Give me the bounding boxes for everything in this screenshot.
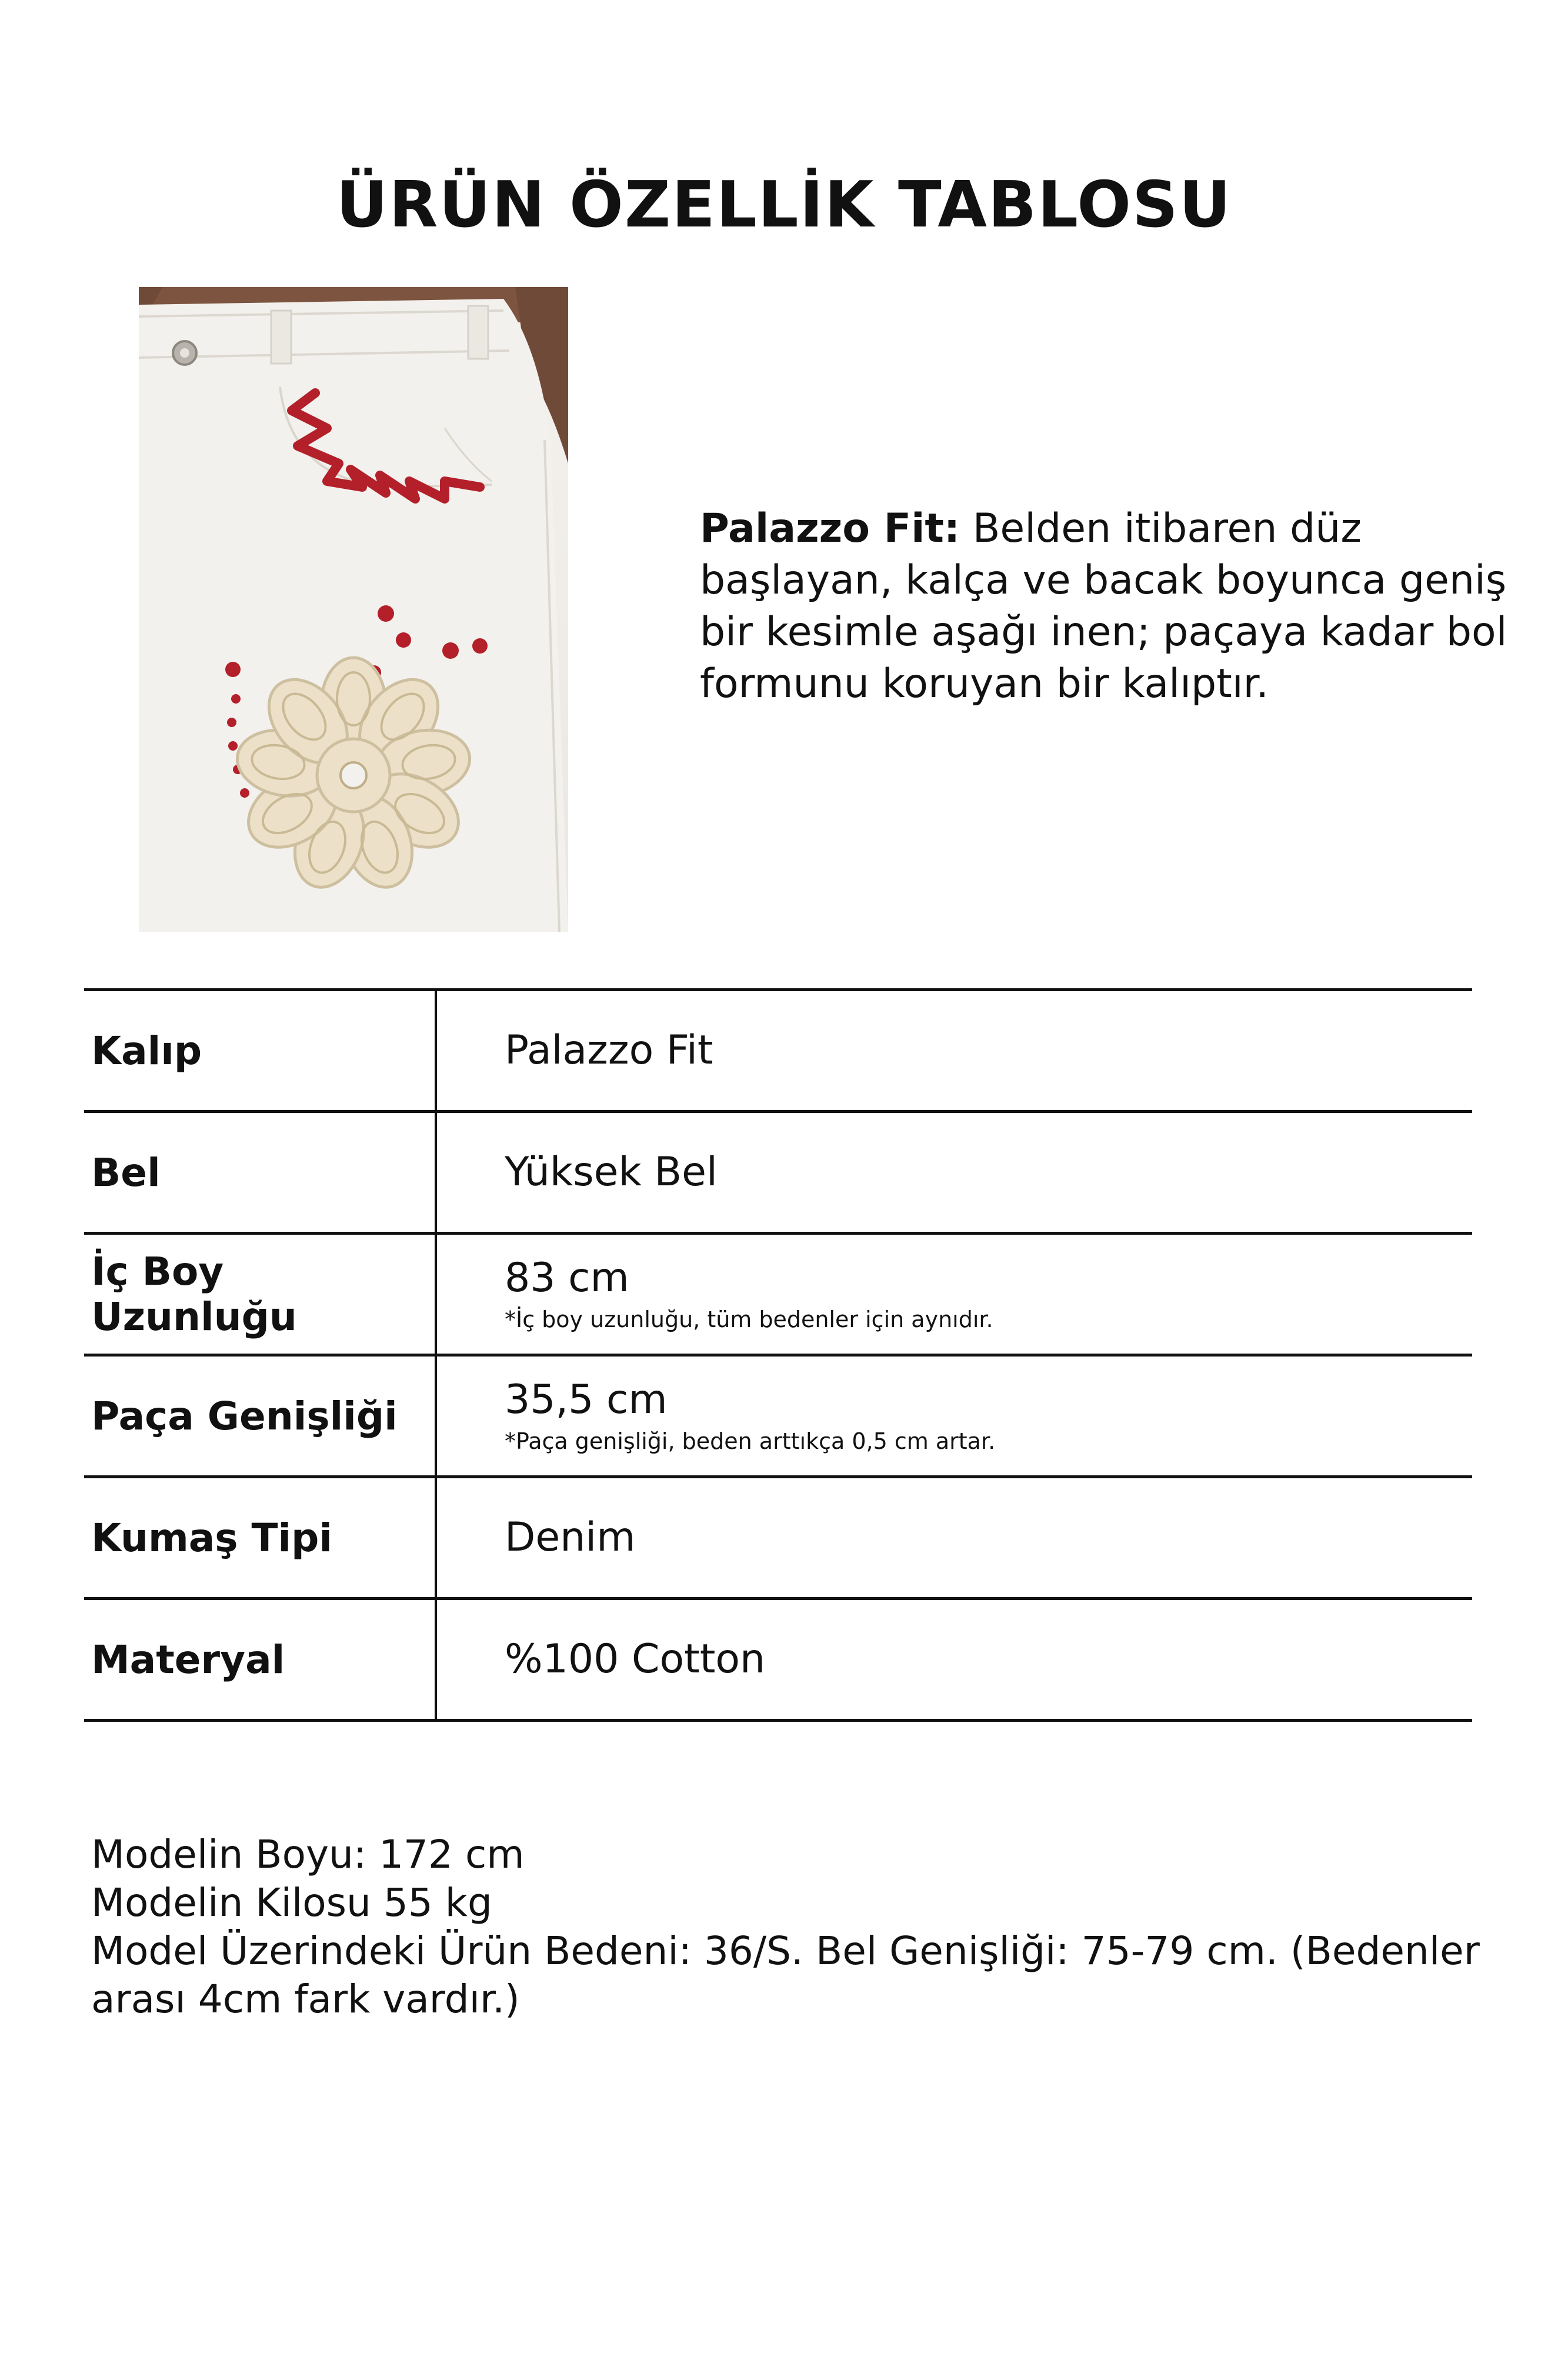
spec-label: İç Boy Uzunluğu — [84, 1235, 437, 1354]
spec-row-ic-boy — [84, 1235, 1472, 1357]
spec-value: Yüksek Bel — [505, 1149, 718, 1195]
model-info — [91, 1831, 1514, 2024]
spec-note: *İç boy uzunluğu, tüm bedenler için aynıdır. — [505, 1307, 993, 1332]
spec-row-kalip — [84, 991, 1472, 1113]
spec-label: Kumaş Tipi — [84, 1478, 437, 1597]
spec-note: *Paça genişliği, beden arttıkça 0,5 cm artar. — [505, 1428, 996, 1454]
product-photo — [139, 287, 568, 932]
spec-value: 83 cm — [505, 1255, 629, 1301]
spec-value: Denim — [505, 1514, 636, 1561]
spec-value-cell — [437, 1235, 1472, 1354]
fit-description — [700, 503, 1535, 710]
page-title: ÜRÜN ÖZELLİK TABLOSU — [336, 168, 1232, 242]
spec-row-materyal — [84, 1600, 1472, 1722]
model-height: Modelin Boyu: 172 cm — [91, 1832, 525, 1877]
spec-label: Kalıp — [84, 991, 437, 1110]
spec-value-cell — [437, 1113, 1472, 1232]
spec-row-paca — [84, 1357, 1472, 1478]
spec-value-cell — [437, 1600, 1472, 1719]
spec-value: %100 Cotton — [505, 1636, 766, 1682]
spec-label: Paça Genişliği — [84, 1357, 437, 1475]
fit-description-text: Belden itibaren düz başlayan, kalça ve bacak boyunca geniş bir kesimle aşağı inen; paçaya kadar bol formunu koruyan bir kalıptır. — [700, 505, 1507, 707]
spec-label: Bel — [84, 1113, 437, 1232]
spec-label: Materyal — [84, 1600, 437, 1719]
spec-value-cell — [437, 991, 1472, 1110]
model-size: Model Üzerindeki Ürün Bedeni: 36/S. Bel Genişliği: 75-79 cm. (Bedenler arası 4cm fark vardır.) — [91, 1928, 1480, 2022]
spec-value: Palazzo Fit — [505, 1027, 713, 1074]
spec-row-kumas — [84, 1478, 1472, 1600]
spec-row-bel — [84, 1113, 1472, 1235]
spec-value-cell — [437, 1478, 1472, 1597]
spec-table — [84, 988, 1472, 1722]
model-weight: Modelin Kilosu 55 kg — [91, 1880, 492, 1925]
spec-value: 35,5 cm — [505, 1377, 668, 1423]
fit-description-label: Palazzo Fit: — [700, 505, 960, 552]
spec-value-cell — [437, 1357, 1472, 1475]
embroidered-white-denim-photo-icon — [139, 287, 568, 932]
